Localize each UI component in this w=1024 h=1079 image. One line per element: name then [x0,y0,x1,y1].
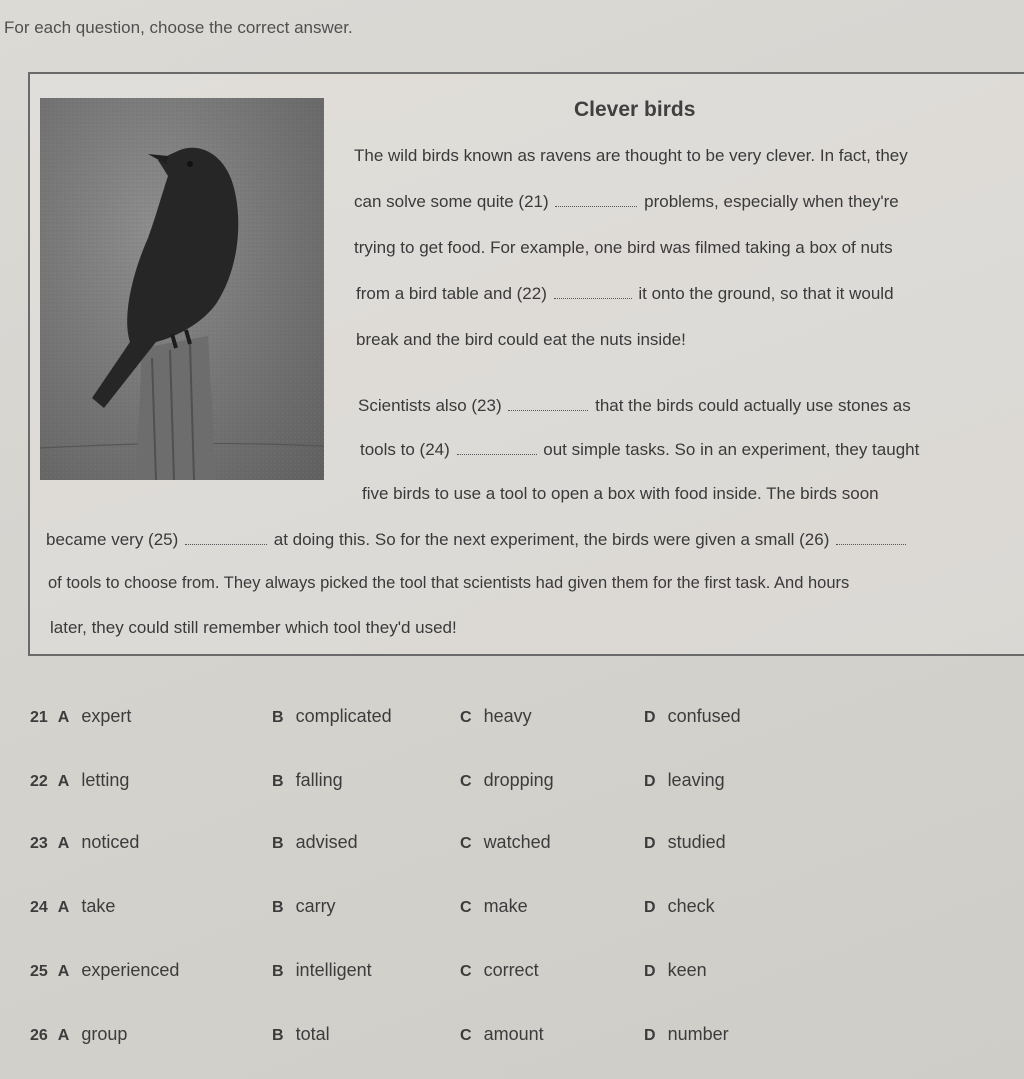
question-23-option-d [644,832,726,853]
passage-line-8: five birds to use a tool to open a box with food inside. The birds soon [362,484,879,503]
question-26-option-a [30,1024,127,1045]
option-letter: A [57,709,70,726]
option-text: complicated [295,706,392,726]
option-letter: B [272,835,284,852]
passage-line-5: break and the bird could eat the nuts inside! [356,330,686,349]
option-text: falling [295,770,343,790]
option-letter: D [644,773,656,790]
option-text: correct [483,960,539,980]
option-text: intelligent [295,960,372,980]
option-text: expert [81,706,132,726]
gap-21 [555,205,637,207]
option-letter: D [644,835,656,852]
question-22-option-a [30,770,129,791]
question-number: 26 [30,1027,48,1044]
option-text: studied [667,832,726,852]
option-letter: D [644,709,656,726]
option-text: check [667,896,715,916]
option-text: carry [295,896,336,916]
option-letter: C [460,1027,472,1044]
option-text: make [483,896,528,916]
instruction-text: For each question, choose the correct answer. [4,18,353,37]
question-25-option-d [644,960,707,981]
question-24-option-d [644,896,715,917]
gap-26 [836,543,906,545]
option-letter: A [57,899,70,916]
option-text: total [295,1024,330,1044]
question-number: 23 [30,835,48,852]
question-21-option-d [644,706,741,727]
option-text: dropping [483,770,554,790]
passage-line-7: tools to (24) out simple tasks. So in an experiment, they taught [360,440,920,459]
passage-line-11: later, they could still remember which tool they'd used! [50,618,457,637]
question-25-option-c [460,960,539,981]
passage-line-4: from a bird table and (22) it onto the ground, so that it would [356,284,894,303]
option-text: confused [667,706,741,726]
question-24-option-b [272,896,336,917]
option-letter: D [644,1027,656,1044]
question-23-option-c [460,832,551,853]
question-21-option-c [460,706,532,727]
option-text: experienced [81,960,180,980]
passage-line-10: of tools to choose from. They always picked the tool that scientists had given them for the first task. And hours [48,574,850,592]
option-text: noticed [81,832,140,852]
option-text: watched [483,832,551,852]
option-letter: C [460,709,472,726]
option-text: amount [483,1024,544,1044]
option-letter: B [272,773,284,790]
passage-line-9: became very (25) at doing this. So for the next experiment, the birds were given a small (26) [46,530,908,550]
option-letter: C [460,899,472,916]
question-22-option-d [644,770,725,791]
question-number: 25 [30,963,48,980]
question-number: 21 [30,709,48,726]
option-text: letting [81,770,130,790]
question-22-option-b [272,770,343,791]
gap-22 [554,297,632,299]
option-letter: C [460,773,472,790]
option-letter: A [57,773,70,790]
question-24-option-c [460,896,528,917]
option-letter: C [460,835,472,852]
option-text: group [81,1024,128,1044]
question-24-option-a [30,896,115,917]
question-21-option-b [272,706,392,727]
option-letter: B [272,963,284,980]
gap-23 [508,409,588,411]
option-letter: A [57,835,70,852]
question-number: 24 [30,899,48,916]
question-22-option-c [460,770,554,791]
question-23-option-b [272,832,358,853]
option-letter: D [644,963,656,980]
option-text: keen [667,960,707,980]
passage-line-3: trying to get food. For example, one bird was filmed taking a box of nuts [354,238,893,257]
passage-line-6: Scientists also (23) that the birds could actually use stones as [358,396,911,415]
option-letter: C [460,963,472,980]
gap-24 [457,453,537,455]
passage-line-1: The wild birds known as ravens are thought to be very clever. In fact, they [354,146,908,165]
passage-line-2: can solve some quite (21) problems, especially when they're [354,192,899,211]
question-25-option-b [272,960,372,981]
raven-photo [40,98,324,480]
question-25-option-a [30,960,179,981]
option-text: heavy [483,706,532,726]
option-letter: B [272,899,284,916]
question-26-option-d [644,1024,729,1045]
option-letter: B [272,709,284,726]
question-number: 22 [30,773,48,790]
gap-25 [185,543,267,545]
passage-title: Clever birds [574,98,696,121]
option-text: take [81,896,116,916]
option-text: number [667,1024,729,1044]
question-26-option-c [460,1024,544,1045]
option-text: leaving [667,770,725,790]
question-26-option-b [272,1024,330,1045]
option-letter: A [57,1027,70,1044]
question-21-option-a [30,706,131,727]
question-23-option-a [30,832,139,853]
raven-illustration [40,98,324,480]
option-letter: B [272,1027,284,1044]
option-text: advised [295,832,358,852]
option-letter: A [57,963,70,980]
option-letter: D [644,899,656,916]
